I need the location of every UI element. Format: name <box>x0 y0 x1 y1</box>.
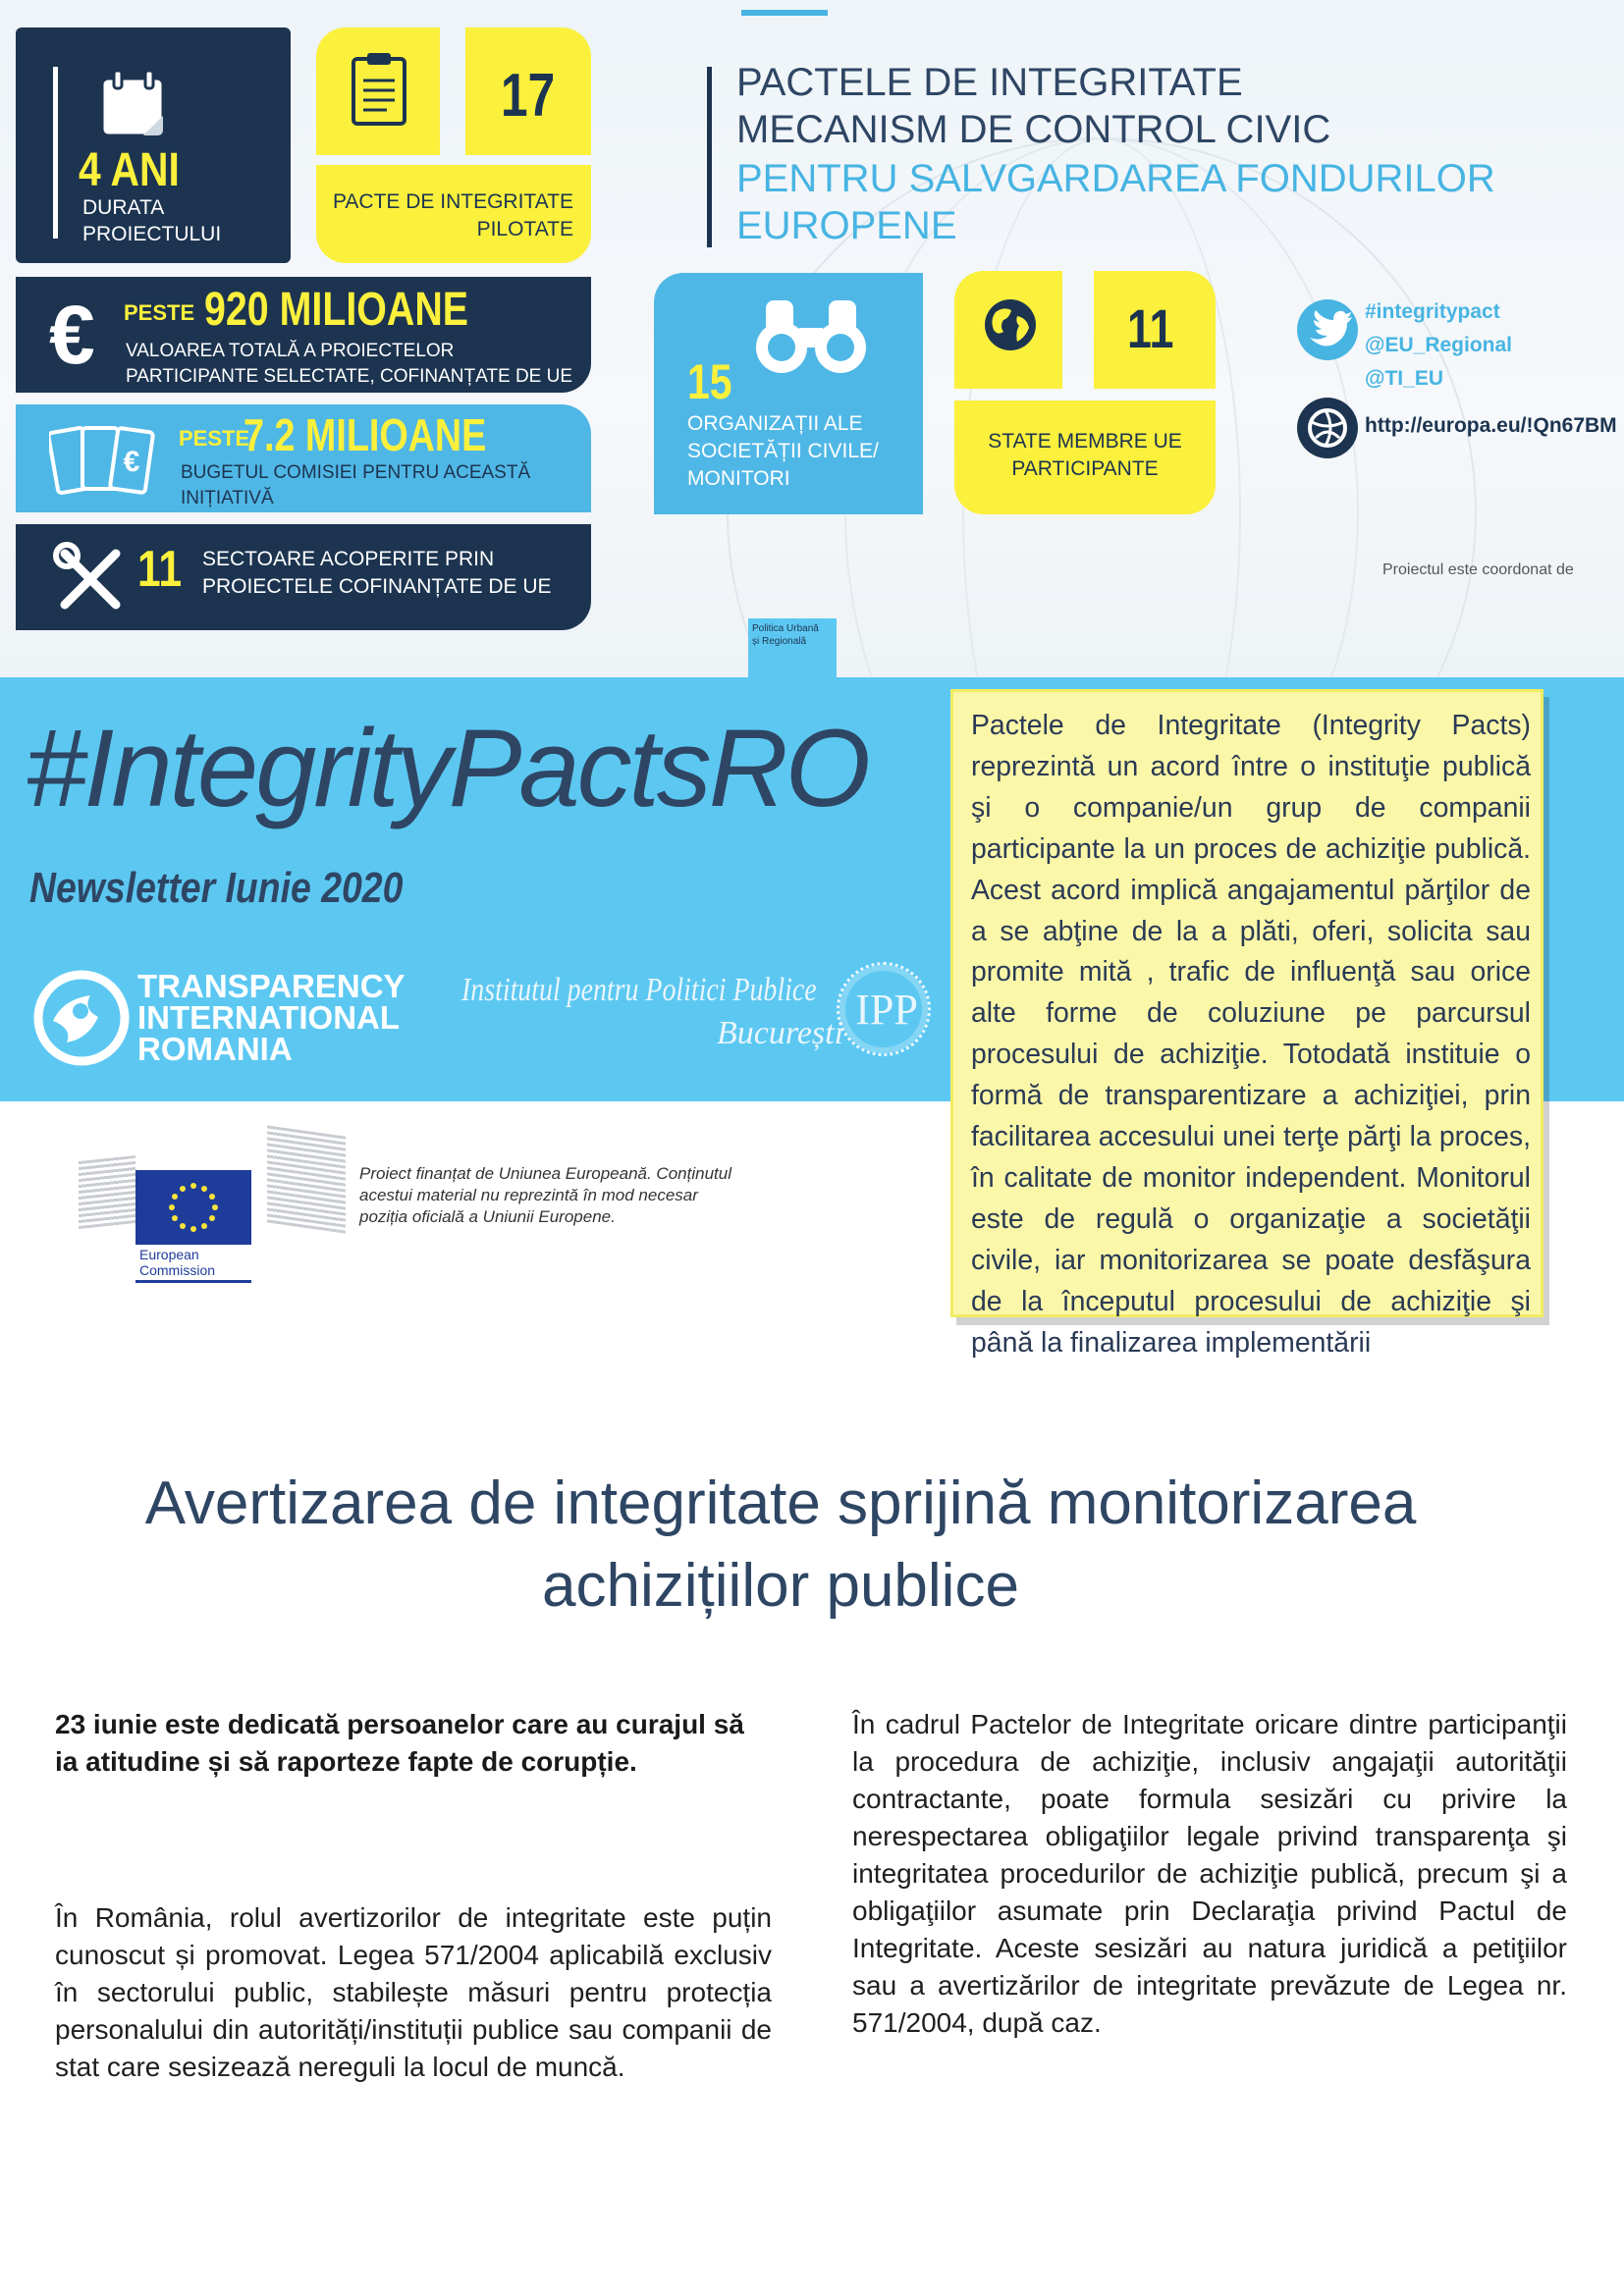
stat-duration-card <box>16 27 291 263</box>
stat-pacts-icon-card <box>316 27 440 155</box>
stat-sectors-label-2: PROIECTELE COFINANȚATE DE UE <box>202 575 552 598</box>
eu-disclaimer-3: poziția oficială a Uniunii Europene. <box>359 1207 616 1226</box>
stat-pacts-label-card <box>316 165 591 263</box>
stat-budget-label-1: BUGETUL COMISIEI PENTRU ACEASTĂ <box>181 462 531 483</box>
eu-disclaimer-1: Proiect finanțat de Uniunea Europeană. Conținutul <box>359 1164 731 1183</box>
ipp-logo-mark: IPP <box>855 986 918 1034</box>
stat-value-card <box>16 277 591 393</box>
stat-orgs-value: 15 <box>687 354 732 409</box>
svg-text:€: € <box>123 446 140 478</box>
banknotes-icon <box>49 420 157 499</box>
transparency-international-logo-icon <box>33 970 130 1066</box>
infographic-title-3: PENTRU SALVGARDAREA FONDURILOR <box>736 157 1495 200</box>
stat-sectors-label-1: SECTOARE ACOPERITE PRIN <box>202 548 495 570</box>
stat-budget-label-2: INIȚIATIVĂ <box>181 488 274 508</box>
stat-value-prefix: PESTE <box>124 300 195 325</box>
stat-duration-label-2: PROIECTULUI <box>82 223 222 245</box>
ipp-logo-text-2: București <box>717 1015 844 1051</box>
european-commission-logo <box>79 1131 346 1284</box>
stat-pacts-value-card <box>465 27 591 155</box>
ipp-logo-text-1: Institutul pentru Politici Publice <box>461 972 817 1008</box>
stat-budget-value: 7.2 MILIOANE <box>244 409 487 460</box>
stat-value-value: 920 MILIOANE <box>204 284 469 336</box>
eu-stars-icon <box>135 1170 251 1245</box>
social-url[interactable]: http://europa.eu/!Qn67BM <box>1365 414 1617 437</box>
stat-orgs-card <box>654 273 923 514</box>
globe-icon <box>982 296 1039 353</box>
dg-regio-label-1: Politica Urbană <box>752 623 819 634</box>
web-icon[interactable] <box>1296 397 1359 459</box>
infographic-title-2: MECANISM DE CONTROL CIVIC <box>736 108 1331 151</box>
euro-icon: € <box>49 289 95 381</box>
stat-states-label-1: STATE MEMBRE UE <box>988 430 1182 453</box>
title-accent-line <box>741 10 828 16</box>
ec-label-1: European <box>139 1247 199 1262</box>
stat-states-icon-card <box>954 271 1062 389</box>
headline-line-2: achizițiilor publice <box>542 1552 1019 1620</box>
calendar-icon <box>96 65 175 143</box>
ti-logo-line-2: INTERNATIONAL <box>137 999 401 1036</box>
eu-disclaimer-2: acestui material nu reprezintă în mod necesar <box>359 1186 698 1204</box>
newsletter-hashtag: #IntegrityPactsRO <box>26 707 868 829</box>
article-lead: 23 iunie este dedicată persoanelor care au curajul să ia atitudine și să raporteze fapte de corupție. <box>55 1709 744 1777</box>
stat-sectors-card <box>16 524 591 630</box>
stat-states-label-card <box>954 400 1216 514</box>
headline-line-1: Avertizarea de integritate sprijină monitorizarea <box>144 1469 1417 1537</box>
ipp-logo-seal <box>837 962 931 1056</box>
ti-logo-line-3: ROMANIA <box>137 1031 293 1067</box>
stat-pacts-value: 17 <box>501 62 556 130</box>
ti-logo-line-1: TRANSPARENCY <box>137 968 406 1004</box>
article-paragraph-1: În România, rolul avertizorilor de integritate este puțin cunoscut și promovat. Legea 571/2004 aplicabilă exclusiv în sectorului public, stabilește măsuri pentru protecția personalului din autorități/instituții publice sau companii de stat care sesizează nereguli la locul de muncă. <box>55 1902 772 2082</box>
coordinated-by-note: Proiectul este coordonat de <box>1382 561 1574 578</box>
stat-pacts-label-1: PACTE DE INTEGRITATE <box>332 190 573 213</box>
tools-icon <box>53 542 128 616</box>
stat-duration-value: 4 ANI <box>79 144 180 196</box>
infographic-banner <box>0 0 1624 677</box>
stat-states-value: 11 <box>1127 297 1174 359</box>
stat-orgs-label-2: SOCIETĂȚII CIVILE/ <box>687 440 879 462</box>
infographic-title-4: EUROPENE <box>736 204 957 247</box>
stat-value-label-1: VALOAREA TOTALĂ A PROIECTELOR <box>126 341 455 361</box>
stat-orgs-label-3: MONITORI <box>687 467 790 490</box>
stat-duration-label-1: DURATA <box>82 196 165 219</box>
binoculars-icon <box>748 294 874 377</box>
stat-orgs-label-1: ORGANIZAȚII ALE <box>687 412 863 435</box>
article-headline <box>118 1463 1443 1628</box>
stat-budget-card <box>16 404 591 512</box>
stat-value-label-2: PARTICIPANTE SELECTATE, COFINANȚATE DE UE <box>126 366 573 387</box>
dg-regio-tag <box>748 618 837 677</box>
stat-budget-prefix: PESTE <box>179 426 250 451</box>
social-handle-eu-regional[interactable]: @EU_Regional <box>1365 334 1513 356</box>
social-handle-ti-eu[interactable]: @TI_EU <box>1365 367 1443 390</box>
stat-states-label-2: PARTICIPANTE <box>1011 457 1159 480</box>
dg-regio-label-2: și Regională <box>752 636 807 647</box>
newsletter-issue: Newsletter Iunie 2020 <box>29 864 404 912</box>
intro-text: Pactele de Integritate (Integrity Pacts) reprezintă un acord între o instituţie publică şi o companie/un grup de companii participante la un proces de achiziţie publică. Acest acord implică angajamentul părţilor de a se abţine de la a plăti, oferi, solicita sau promite mită , trafic de influenţă sau orice alte forme de coluziune pe parcursul procesului de achiziţie. Totodată instituie o formă de transparentizare a achiziţiei, prin facilitarea accesului unei terţe părţi la proces, în calitate de monitor independent. Monitorul este de regulă o organizaţie a societăţii civile, iar monitorizarea se poate desfăşura de la începutul procesului de achiziţie şi până la finalizarea implementării <box>971 710 1531 1359</box>
infographic-title-1: PACTELE DE INTEGRITATE <box>736 61 1243 104</box>
stat-states-value-card <box>1094 271 1216 389</box>
twitter-icon[interactable] <box>1296 298 1359 361</box>
eu-flag <box>135 1170 251 1245</box>
integrity-pacts-intro-box <box>950 689 1543 1359</box>
article-paragraph-2: În cadrul Pactelor de Integritate oricare dintre participanţii la procedura de achiziţie, inclusiv angajaţii autorităţii contractante, poate formula sesizări cu privire la nerespectarea obligaţiilor legale privind transparenţa şi integritatea procedurilor de achiziţie publică, precum şi a obligaţiilor asumate prin Declaraţia privind Pactul de Integritate. Aceste sesizări au natura juridică a petiţiilor sau a avertizărilor de integritate prevăzute de Legea nr. 571/2004, după caz. <box>852 1709 1567 2038</box>
clipboard-icon <box>350 49 408 128</box>
social-hashtag[interactable]: #integritypact <box>1365 300 1500 323</box>
stat-pacts-label-2: PILOTATE <box>476 218 573 240</box>
title-divider <box>707 67 712 247</box>
ec-label-2: Commission <box>139 1262 216 1278</box>
stat-sectors-value: 11 <box>137 541 183 598</box>
